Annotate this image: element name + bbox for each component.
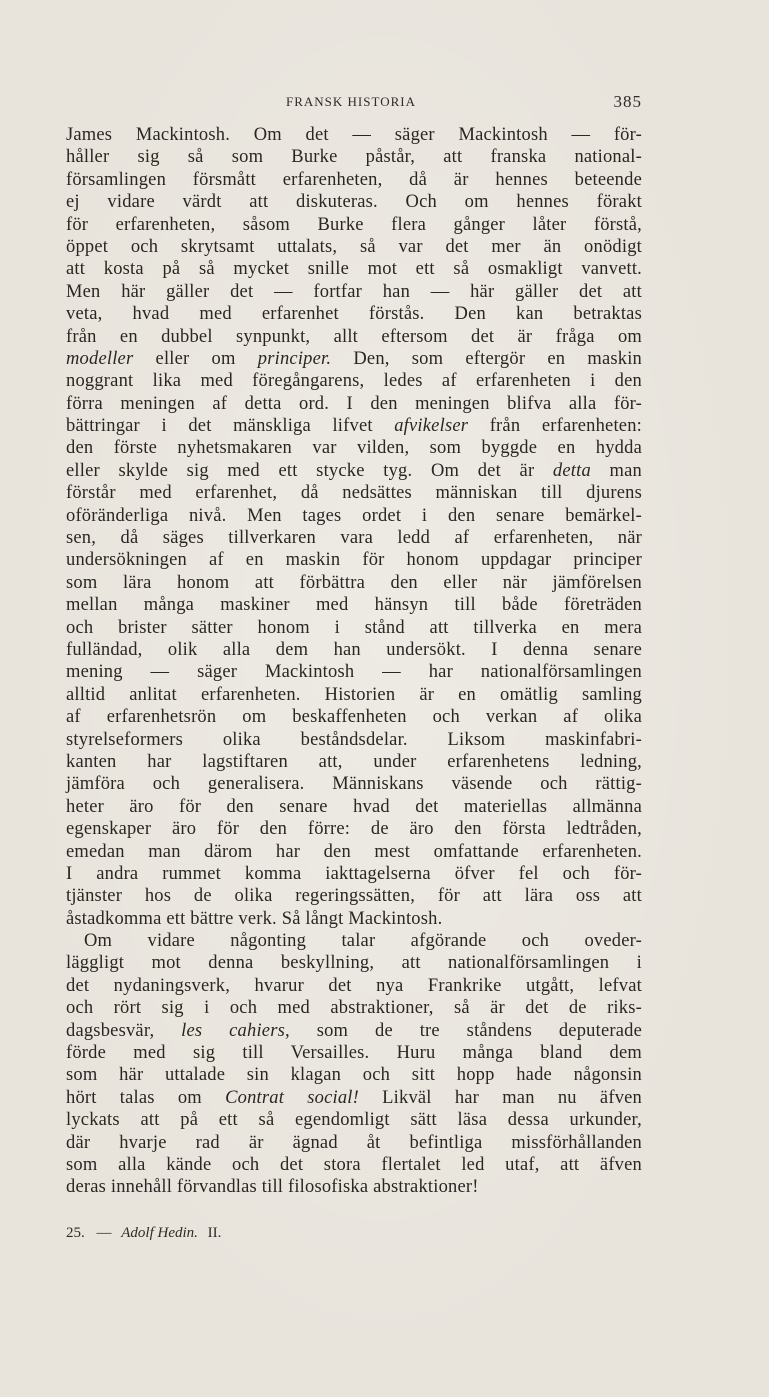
text-line: mellan många maskiner med hänsyn till både företräden — [66, 595, 642, 616]
text-run: som de tre ståndens deputerade — [289, 1020, 642, 1041]
text-line: från en dubbel synpunkt, allt eftersom det är fråga om — [66, 326, 642, 347]
text-line: Men här gäller det — fortfar han — här gäller det att — [66, 281, 642, 302]
text-line: församlingen försmått erfarenheten, då är hennes beteende — [66, 169, 642, 190]
page-number: 385 — [613, 92, 642, 111]
text-line: och brister sätter honom i stånd att tillverka en mera — [66, 617, 642, 638]
text-line: egenskaper äro för den förre: de äro den första ledtråden, — [66, 819, 642, 840]
text-line: håller sig så som Burke påstår, att franska national- — [66, 147, 642, 168]
text-line — [66, 1087, 642, 1109]
text-line: som alla kände och det stora flertalet led utaf, att äfven — [66, 1154, 642, 1175]
text-line: den förste nyhetsmakaren var vilden, som byggde en hydda — [66, 438, 642, 459]
text-run: bättringar i det mänskliga lifvet — [66, 416, 395, 437]
text-line: jämföra och generalisera. Människans väsende och rättig- — [66, 774, 642, 795]
text-line: undersökningen af en maskin för honom uppdagar principer — [66, 550, 642, 571]
text-run: hört talas om — [66, 1087, 226, 1108]
signature-author: Adolf Hedin. — [121, 1225, 198, 1241]
text-line: för erfarenheten, såsom Burke flera gånger låter förstå, — [66, 214, 642, 235]
text-line: fulländad, olik alla dem han undersökt. I denna senare — [66, 639, 642, 660]
text-line: förstår med erfarenhet, då nedsättes människan till djurens — [66, 483, 642, 504]
text-run: eller om — [133, 348, 258, 369]
text-line: ej vidare värdt att diskuteras. Och om hennes förakt — [66, 192, 642, 213]
italic-phrase: les cahiers, — [181, 1020, 290, 1041]
text-line: sen, då säges tillverkaren vara ledd af erfarenheten, när — [66, 528, 642, 549]
text-run: dagsbesvär, — [66, 1020, 182, 1041]
text-line: deras innehåll förvandlas till filosofiska abstraktioner! — [66, 1177, 479, 1198]
italic-phrase: Contrat social! — [225, 1087, 359, 1108]
text-line: läggligt mot denna beskyllning, att nationalförsamlingen i — [66, 953, 642, 974]
text-line: styrelseformers olika beståndsdelar. Liksom maskinfabri- — [66, 729, 642, 750]
text-line: åstadkomma ett bättre verk. Så långt Mackintosh. — [66, 908, 443, 929]
text-line: mening — säger Mackintosh — har nationalförsamlingen — [66, 662, 642, 683]
text-line — [66, 1020, 642, 1042]
text-line: oföränderliga nivå. Men tages ordet i den senare bemärkel- — [66, 505, 642, 526]
text-line: James Mackintosh. Om det — säger Mackintosh — för- — [66, 125, 642, 145]
text-line: kanten har lagstiftaren att, under erfarenhetens ledning, — [66, 751, 642, 772]
text-run: man — [590, 460, 642, 481]
signature-dash: — — [96, 1225, 112, 1241]
text-line: som lära honom att förbättra den eller när jämförelsen — [66, 572, 642, 593]
text-run: eller skylde sig med ett stycke tyg. Om det är — [66, 460, 553, 481]
text-line: att kosta på så mycket snille mot ett så osmakligt vanvett. — [66, 259, 642, 280]
text-line: lyckats att på ett så egendomligt sätt läsa dessa urkunder, — [66, 1110, 642, 1131]
text-line: tjänster hos de olika regeringssätten, för att lära oss att — [66, 886, 642, 907]
text-line: det nydaningsverk, hvarur det nya Frankrike utgått, lefvat — [66, 975, 642, 996]
text-run: Likväl har man nu äfven — [358, 1087, 643, 1108]
text-line: heter äro för den senare hvad det materiellas allmänna — [66, 796, 642, 817]
text-line: som här uttalade sin klagan och sitt hopp hade någonsin — [66, 1065, 642, 1086]
text-line: förde med sig till Versailles. Huru många bland dem — [66, 1043, 642, 1064]
text-line — [66, 348, 642, 370]
text-line: förra meningen af detta ord. I den meningen blifva alla för- — [66, 393, 642, 414]
signature-volume: II. — [207, 1225, 222, 1241]
running-head — [66, 92, 642, 112]
text-line: veta, hvad med erfarenhet förstås. Den kan betraktas — [66, 304, 642, 325]
text-line — [66, 415, 642, 437]
running-title: FRANSK HISTORIA — [286, 94, 416, 109]
text-line: där hvarje rad är ägnad åt befintliga missförhållanden — [66, 1132, 642, 1153]
text-line: emedan man därom har den mest omfattande erfarenheten. — [66, 841, 642, 862]
text-line: öppet och skrytsamt uttalats, så var det mer än onödigt — [66, 236, 642, 257]
italic-phrase: detta — [552, 460, 591, 481]
text-line: och rört sig i och med abstraktioner, så är det de riks- — [66, 998, 642, 1019]
text-line: I andra rummet komma iakttagelserna öfver fel och för- — [66, 863, 642, 884]
text-run: Den, som eftergör en maskin — [331, 348, 642, 369]
text-line: alltid anlitat erfarenheten. Historien är en omätlig samling — [66, 684, 642, 705]
text-line — [66, 460, 642, 482]
italic-phrase: afvikelser — [394, 416, 469, 437]
signature-number: 25. — [66, 1225, 85, 1241]
body-text — [66, 124, 642, 1199]
text-run: från erfarenheten: — [468, 416, 642, 437]
text-line: noggrant lika med föregångarens, ledes af erfarenheten i den — [66, 371, 642, 392]
text-line: af erfarenhetsrön om beskaffenheten och verkan af olika — [66, 707, 642, 728]
italic-phrase: modeller — [66, 348, 134, 369]
text-line: Om vidare någonting talar afgörande och oveder- — [84, 931, 642, 952]
italic-phrase: principer. — [257, 348, 332, 369]
printer-signature — [66, 1225, 221, 1242]
